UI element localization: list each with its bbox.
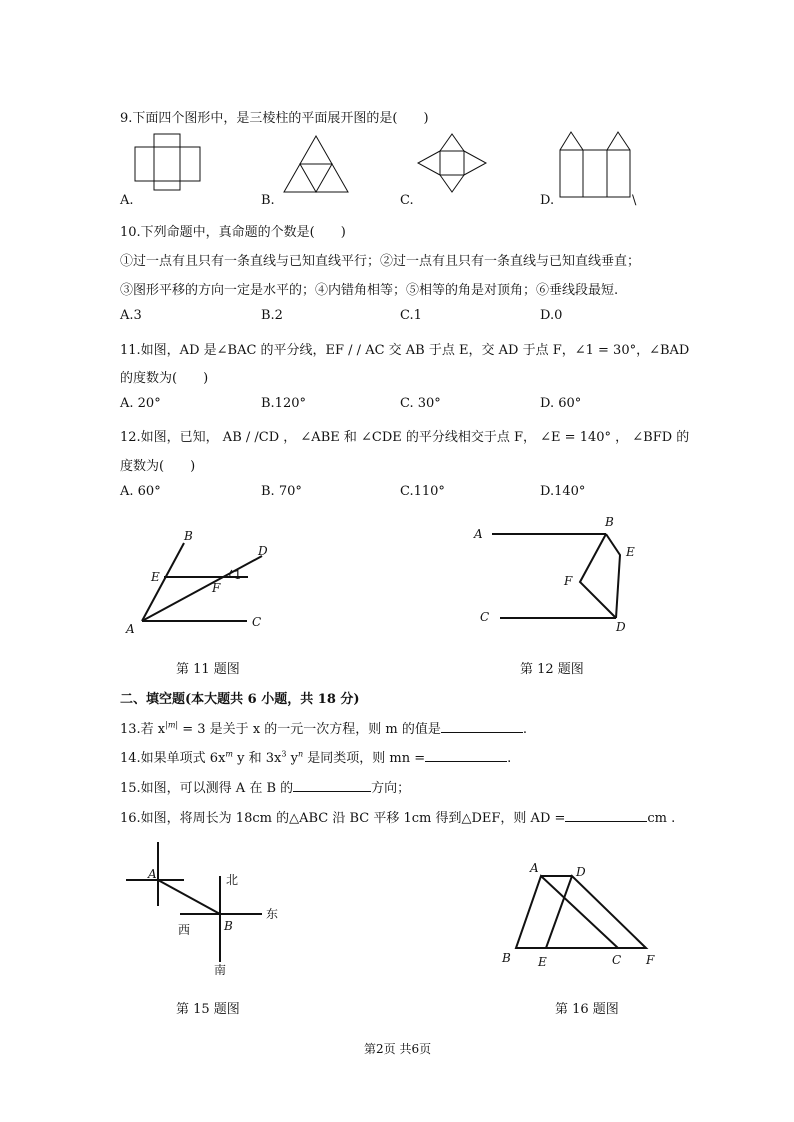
q9-figure-a [130,132,210,192]
q9-figure-b [278,132,358,196]
fig11-label-b: B [184,529,193,543]
fig12-label-e: E [626,545,635,559]
fig11-label-d: D [258,544,268,558]
fig11-label-a: A [126,622,135,636]
q10-line-1: ①过一点有且只有一条直线与已知直线平行；②过一点有且只有一条直线与已知直线垂直； [120,254,641,269]
fig16-label-a: A [530,861,539,875]
q12-option-d: D.140° [540,484,586,499]
fig15-label-a: A [148,867,157,881]
q10-option-d: D.0 [540,308,563,323]
fig12-label-d: D [616,620,626,634]
fig12-label-c: C [480,610,490,624]
q9-stem: 9.下面四个图形中，是三棱柱的平面展开图的是( ) [120,111,429,126]
fig11-caption: 第 11 题图 [176,662,240,677]
q14-answer-blank[interactable] [425,749,507,762]
q15-answer-blank[interactable] [293,779,371,792]
q10-stem: 10.下列命题中，真命题的个数是( ) [120,225,346,240]
q12-stem-2: 度数为( ) [120,459,196,474]
q9-option-d: D. [540,193,555,208]
section-2-heading: 二、填空题(本大题共 6 小题，共 18 分) [120,692,360,707]
q9-figure-c [412,130,492,198]
fig15-label-east: 东 [266,907,279,921]
figure-15 [122,836,292,976]
fig11-label-1: 1 [234,568,242,582]
q13: 13.若 $x^{|m|} = 3$ 是关于 x 的一元一次方程，则 m 的值是 . [120,720,528,737]
q9-option-a: A. [120,193,134,208]
figure-16 [496,856,666,971]
fig15-caption: 第 15 题图 [176,1002,240,1017]
fig15-label-south: 南 [214,963,227,976]
q14: 14.如果单项式 $6x^m$ y 和 $3x^3$ $y^n$ 是同类项，则 mn = . [120,749,512,766]
fig16-label-d: D [576,865,586,879]
q16: 16.如图，将周长为 18cm 的△ABC 沿 BC 平移 1cm 得到△DEF，则 AD = cm . [120,811,676,826]
fig15-label-north: 北 [226,873,239,887]
fig16-label-e: E [538,955,547,969]
fig16-label-f: F [646,953,655,967]
figure-11 [120,525,280,640]
q16-answer-blank[interactable] [565,809,647,822]
q11-option-b: B.120° [261,396,306,411]
fig16-label-b: B [502,951,511,965]
q10-option-b: B.2 [261,308,283,323]
q13-answer-blank[interactable] [441,720,523,733]
figure-12 [468,512,648,637]
fig15-label-b: B [224,919,233,933]
q11-option-a: A. 20° [120,396,161,411]
q12-option-b: B. 70° [261,484,302,499]
page-footer: 第2页 共6页 [364,1042,432,1056]
q11-stem-2: 的度数为( ) [120,371,209,386]
fig12-caption: 第 12 题图 [520,662,584,677]
fig12-label-b: B [605,515,614,529]
stray-mark: \ [632,193,637,208]
q10-option-c: C.1 [400,308,422,323]
q12-stem: 12.如图，已知， AB / /CD ， ∠ABE 和 ∠CDE 的平分线相交于点 F， ∠E = 140° ， ∠BFD 的 [120,430,690,445]
fig11-label-c: C [252,615,262,629]
fig12-label-a: A [474,527,483,541]
q12-option-a: A. 60° [120,484,161,499]
fig16-label-c: C [612,953,622,967]
q10-line-2: ③图形平移的方向一定是水平的；④内错角相等；⑤相等的角是对顶角；⑥垂线段最短. [120,283,619,298]
q15: 15.如图，可以测得 A 在 B 的 方向； [120,781,411,796]
q12-option-c: C.110° [400,484,445,499]
fig12-label-f: F [564,574,573,588]
fig15-label-west: 西 [178,923,191,937]
q9-option-c: C. [400,193,414,208]
q9-option-b: B. [261,193,275,208]
fig11-label-e: E [151,570,160,584]
q11-stem: 11.如图，AD 是∠BAC 的平分线，EF / / AC 交 AB 于点 E，交 AD 于点 F，∠1 = 30°，∠BAD [120,343,690,358]
q11-option-d: D. 60° [540,396,582,411]
q9-figure-d [555,128,635,200]
fig16-caption: 第 16 题图 [555,1002,619,1017]
q11-option-c: C. 30° [400,396,441,411]
fig11-label-f: F [212,581,221,595]
q10-option-a: A.3 [120,308,142,323]
